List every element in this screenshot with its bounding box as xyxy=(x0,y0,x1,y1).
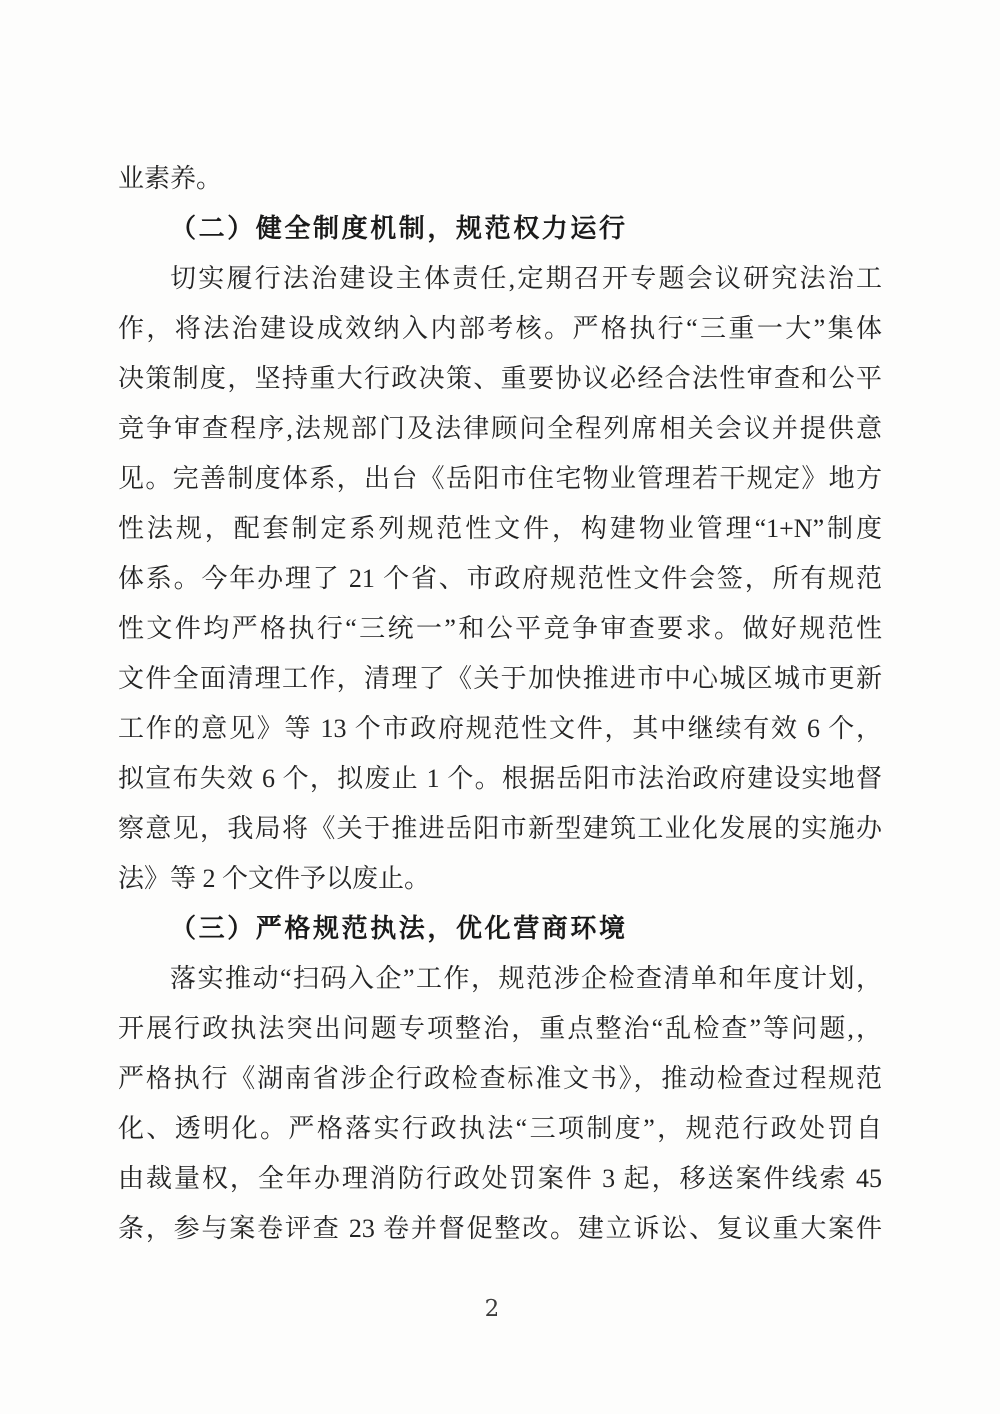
text-line: 工作的意见》等 13 个市政府规范性文件，其中继续有效 6 个， xyxy=(118,714,882,743)
text-line: 切实履行法治建设主体责任,定期召开专题会议研究法治工 xyxy=(170,264,882,293)
text-line: 性文件均严格执行“三统一”和公平竞争审查要求。做好规范性 xyxy=(118,614,882,643)
text-line: 落实推动“扫码入企”工作，规范涉企检查清单和年度计划， xyxy=(170,964,882,993)
section-heading: （二）健全制度机制，规范权力运行 xyxy=(170,214,628,243)
text-line: 察意见，我局将《关于推进岳阳市新型建筑工业化发展的实施办 xyxy=(118,814,882,843)
text-line: 严格执行《湖南省涉企行政检查标准文书》，推动检查过程规范 xyxy=(118,1064,882,1093)
text-line: 体系。今年办理了 21 个省、市政府规范性文件会签，所有规范 xyxy=(118,564,882,593)
text-line: 决策制度，坚持重大行政决策、重要协议必经合法性审查和公平 xyxy=(118,364,882,393)
text-line: 竞争审查程序,法规部门及法律顾问全程列席相关会议并提供意 xyxy=(118,414,882,443)
text-line: 由裁量权，全年办理消防行政处罚案件 3 起，移送案件线索 45 xyxy=(118,1164,882,1193)
text-line: 业素养。 xyxy=(118,164,223,193)
section-heading: （三）严格规范执法，优化营商环境 xyxy=(170,914,628,943)
page-number: 2 xyxy=(484,1296,500,1322)
text-line: 性法规，配套制定系列规范性文件，构建物业管理“1+N”制度 xyxy=(118,514,882,543)
text-line: 拟宣布失效 6 个，拟废止 1 个。根据岳阳市法治政府建设实地督 xyxy=(118,764,882,793)
text-line: 见。完善制度体系，出台《岳阳市住宅物业管理若干规定》地方 xyxy=(118,464,882,493)
text-line: 化、透明化。严格落实行政执法“三项制度”，规范行政处罚自 xyxy=(118,1114,882,1143)
text-line: 条，参与案卷评查 23 卷并督促整改。建立诉讼、复议重大案件 xyxy=(118,1214,882,1243)
text-line: 法》等 2 个文件予以废止。 xyxy=(118,864,431,893)
text-block xyxy=(118,154,882,1254)
text-line: 作，将法治建设成效纳入内部考核。严格执行“三重一大”集体 xyxy=(118,314,882,343)
text-line: 开展行政执法突出问题专项整治，重点整治“乱检查”等问题,， xyxy=(118,1014,882,1043)
text-line: 文件全面清理工作，清理了《关于加快推进市中心城区城市更新 xyxy=(118,664,882,693)
